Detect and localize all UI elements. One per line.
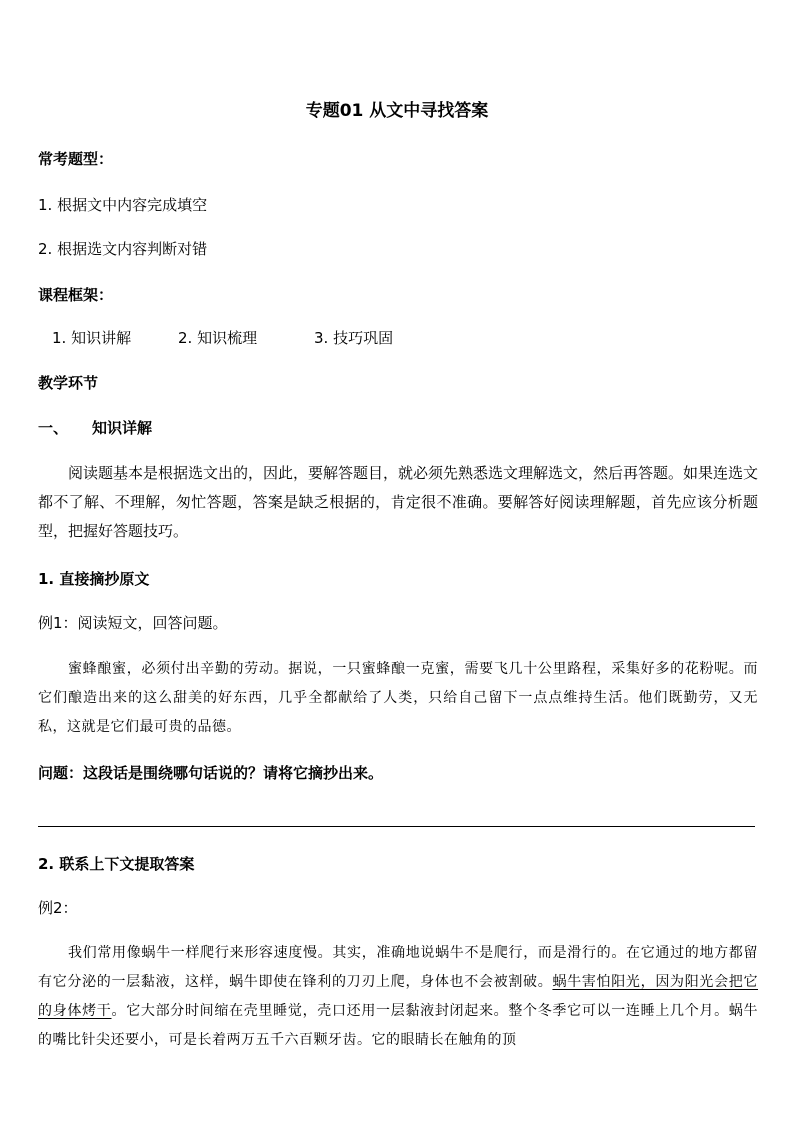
common-type-item: 1. 根据文中内容完成填空: [38, 196, 208, 214]
intro-paragraph: 阅读题基本是根据选文出的，因此，要解答题目，就必须先熟悉选文理解选文，然后再答题。如果连选文都不了解、不理解，匆忙答题，答案是缺乏根据的，肯定很不准确。要解答好阅读理解题，首先应该分析题型，把握好答题技巧。: [38, 464, 759, 540]
section-number: 一、: [38, 419, 69, 437]
underlined-sentence: 蜗牛害怕阳光，因为阳光会把它的身体烤干: [38, 974, 759, 1019]
method2-heading: 2. 联系上下文提取答案: [38, 855, 195, 873]
page-title: 专题01 从文中寻找答案: [305, 101, 489, 121]
framework-item: 1. 知识讲解: [52, 329, 132, 347]
example1-label: 例1：阅读短文，回答问题。: [38, 614, 228, 632]
teaching-heading: 教学环节: [38, 374, 99, 392]
common-types-heading: 常考题型：: [38, 150, 114, 168]
section-title: 知识详解: [92, 419, 153, 437]
answer-line: [38, 826, 755, 827]
framework-item: 3. 技巧巩固: [314, 329, 394, 347]
example2-passage: [38, 939, 758, 1055]
method1-heading: 1. 直接摘抄原文: [38, 570, 150, 588]
framework-item: 2. 知识梳理: [178, 329, 258, 347]
passage-text: 。它大部分时间缩在壳里睡觉，壳口还用一层黏液封闭起来。整个冬季它可以一连睡上几个月。蜗牛的嘴比针尖还要小，可是长着两万五千六百颗牙齿。它的眼睛长在触角的顶: [38, 1003, 759, 1048]
common-type-item: 2. 根据选文内容判断对错: [38, 240, 208, 258]
passage-text: 我们常用像蜗牛一样爬行来形容速度慢。其实，准确地说蜗牛不是爬行，而是滑行的。在它通过的地方都留有它分泌的一层黏液，这样，蜗牛即使在锋利的刀刃上爬，身体也不会被割破。: [38, 945, 758, 990]
framework-heading: 课程框架：: [38, 286, 114, 304]
example1-passage: 蜜蜂酿蜜，必须付出辛勤的劳动。据说，一只蜜蜂酿一克蜜，需要飞几十公里路程，采集好多的花粉呢。而它们酿造出来的这么甜美的好东西，几乎全都献给了人类，只给自己留下一点点维持生活。他们既勤劳，又无私，这就是它们最可贵的品德。: [38, 661, 758, 735]
example2-label: 例2：: [38, 899, 78, 917]
example1-question: 问题：这段话是围绕哪句话说的？请将它摘抄出来。: [38, 764, 384, 782]
